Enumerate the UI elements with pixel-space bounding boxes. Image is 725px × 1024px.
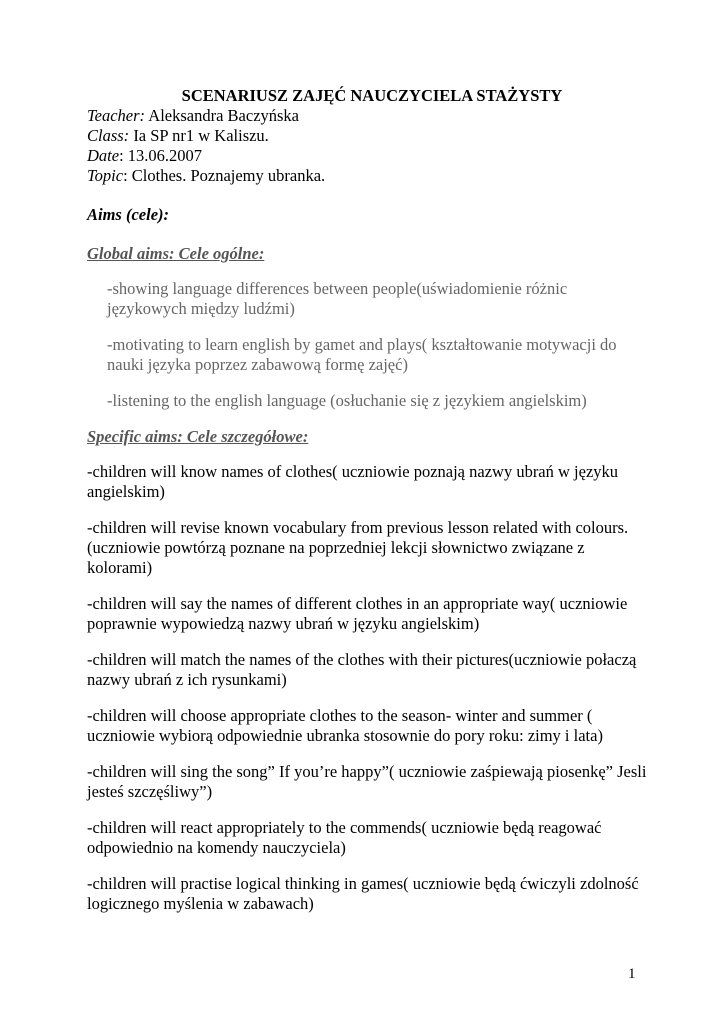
specific-aim-item: -children will choose appropriate clothes to the season- winter and summer ( uczniowie wybiorą odpowiednie ubranka stosownie do pory roku: zimy i lata) (87, 706, 603, 745)
specific-aims-list (87, 462, 647, 914)
meta-class-label: Class: (87, 126, 130, 145)
specific-aim-item: -children will sing the song” If you’re happy”( uczniowie zaśpiewają piosenkę” Jesli jesteś szczęśliwy”) (87, 762, 647, 801)
specific-aim-item: -children will say the names of different clothes in an appropriate way( uczniowie poprawnie wypowiedzą nazwy ubrań w języku angielskim) (87, 594, 628, 633)
document-title: SCENARIUSZ ZAJĘĆ NAUCZYCIELA STAŻYSTY (181, 86, 563, 105)
global-aims-list (107, 279, 647, 411)
page-number: 1 (628, 966, 636, 982)
meta-teacher (87, 106, 647, 126)
meta-topic-label: Topic (87, 166, 124, 185)
meta-topic (87, 166, 647, 186)
specific-aim-item: -children will revise known vocabulary from previous lesson related with colours.(uczniowie powtórzą poznane na poprzedniej lekcji słownictwo związane z kolorami) (87, 518, 629, 577)
specific-aim-item: -children will know names of clothes( uczniowie poznają nazwy ubrań w języku angielskim) (87, 462, 619, 501)
global-aim-item: -motivating to learn english by gamet and plays( kształtowanie motywacji do nauki języka poprzez zabawową formę zajęć) (107, 335, 617, 374)
meta-date-value: : 13.06.2007 (119, 146, 203, 165)
meta-topic-value: : Clothes. Poznajemy ubranka. (123, 166, 326, 185)
aims-heading: Aims (cele): (87, 205, 170, 224)
meta-teacher-label: Teacher: (87, 106, 146, 125)
meta-teacher-value: Aleksandra Baczyńska (145, 106, 300, 125)
global-aim-item: -showing language differences between people(uświadomienie różnic językowych między ludźmi) (107, 279, 568, 318)
specific-aims-heading: Specific aims: Cele szczegółowe: (87, 427, 309, 446)
specific-aim-item: -children will react appropriately to the commends( uczniowie będą reagować odpowiednio na komendy nauczyciela) (87, 818, 602, 857)
global-aims-heading: Global aims: Cele ogólne: (87, 244, 265, 263)
document-page (87, 86, 647, 930)
meta-date-label: Date (87, 146, 120, 165)
meta-class-value: Ia SP nr1 w Kaliszu. (129, 126, 269, 145)
meta-class (87, 126, 647, 146)
specific-aim-item: -children will match the names of the clothes with their pictures(uczniowie połaczą nazwy ubrań z ich rysunkami) (87, 650, 637, 689)
global-aim-item: -listening to the english language (osłuchanie się z językiem angielskim) (107, 391, 587, 410)
meta-date (87, 146, 647, 166)
specific-aim-item: -children will practise logical thinking in games( uczniowie będą ćwiczyli zdolność logicznego myślenia w zabawach) (87, 874, 639, 913)
